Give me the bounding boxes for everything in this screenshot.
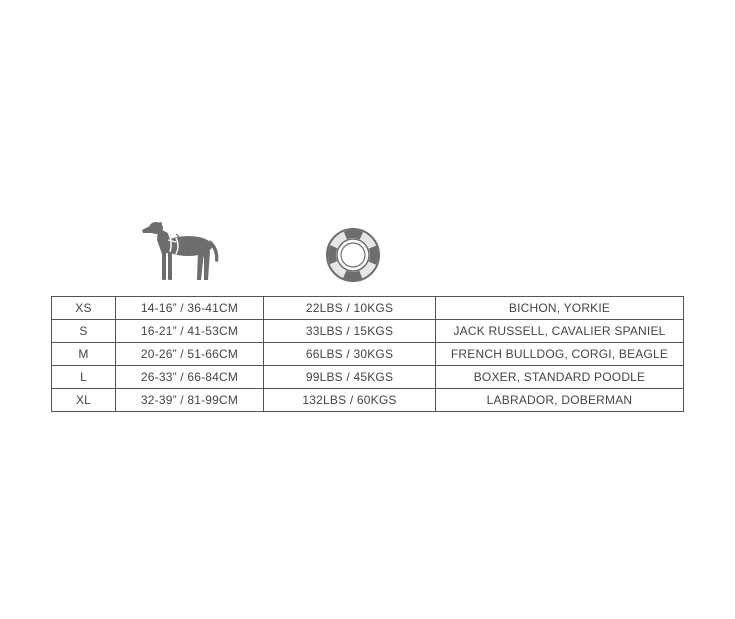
table-row [52,297,684,320]
neck-cell: 26-33” / 66-84CM [116,366,264,389]
breeds-cell: LABRADOR, DOBERMAN [436,389,684,412]
weight-cell: 66LBS / 30KGS [264,343,436,366]
table-row [52,366,684,389]
size-cell: L [52,366,116,389]
table-row [52,320,684,343]
breeds-cell: BOXER, STANDARD POODLE [436,366,684,389]
life-buoy-icon [324,226,382,284]
weight-cell: 99LBS / 45KGS [264,366,436,389]
size-cell: M [52,343,116,366]
neck-cell: 32-39” / 81-99CM [116,389,264,412]
neck-cell: 20-26” / 51-66CM [116,343,264,366]
weight-cell: 132LBS / 60KGS [264,389,436,412]
size-cell: XS [52,297,116,320]
weight-cell: 33LBS / 15KGS [264,320,436,343]
breeds-cell: BICHON, YORKIE [436,297,684,320]
dog-harness-icon [140,218,226,286]
breeds-cell: JACK RUSSELL, CAVALIER SPANIEL [436,320,684,343]
breeds-cell: FRENCH BULLDOG, CORGI, BEAGLE [436,343,684,366]
weight-cell: 22LBS / 10KGS [264,297,436,320]
neck-cell: 16-21” / 41-53CM [116,320,264,343]
size-chart-table [51,296,684,412]
table-row [52,389,684,412]
size-cell: S [52,320,116,343]
size-cell: XL [52,389,116,412]
table-row [52,343,684,366]
neck-cell: 14-16” / 36-41CM [116,297,264,320]
